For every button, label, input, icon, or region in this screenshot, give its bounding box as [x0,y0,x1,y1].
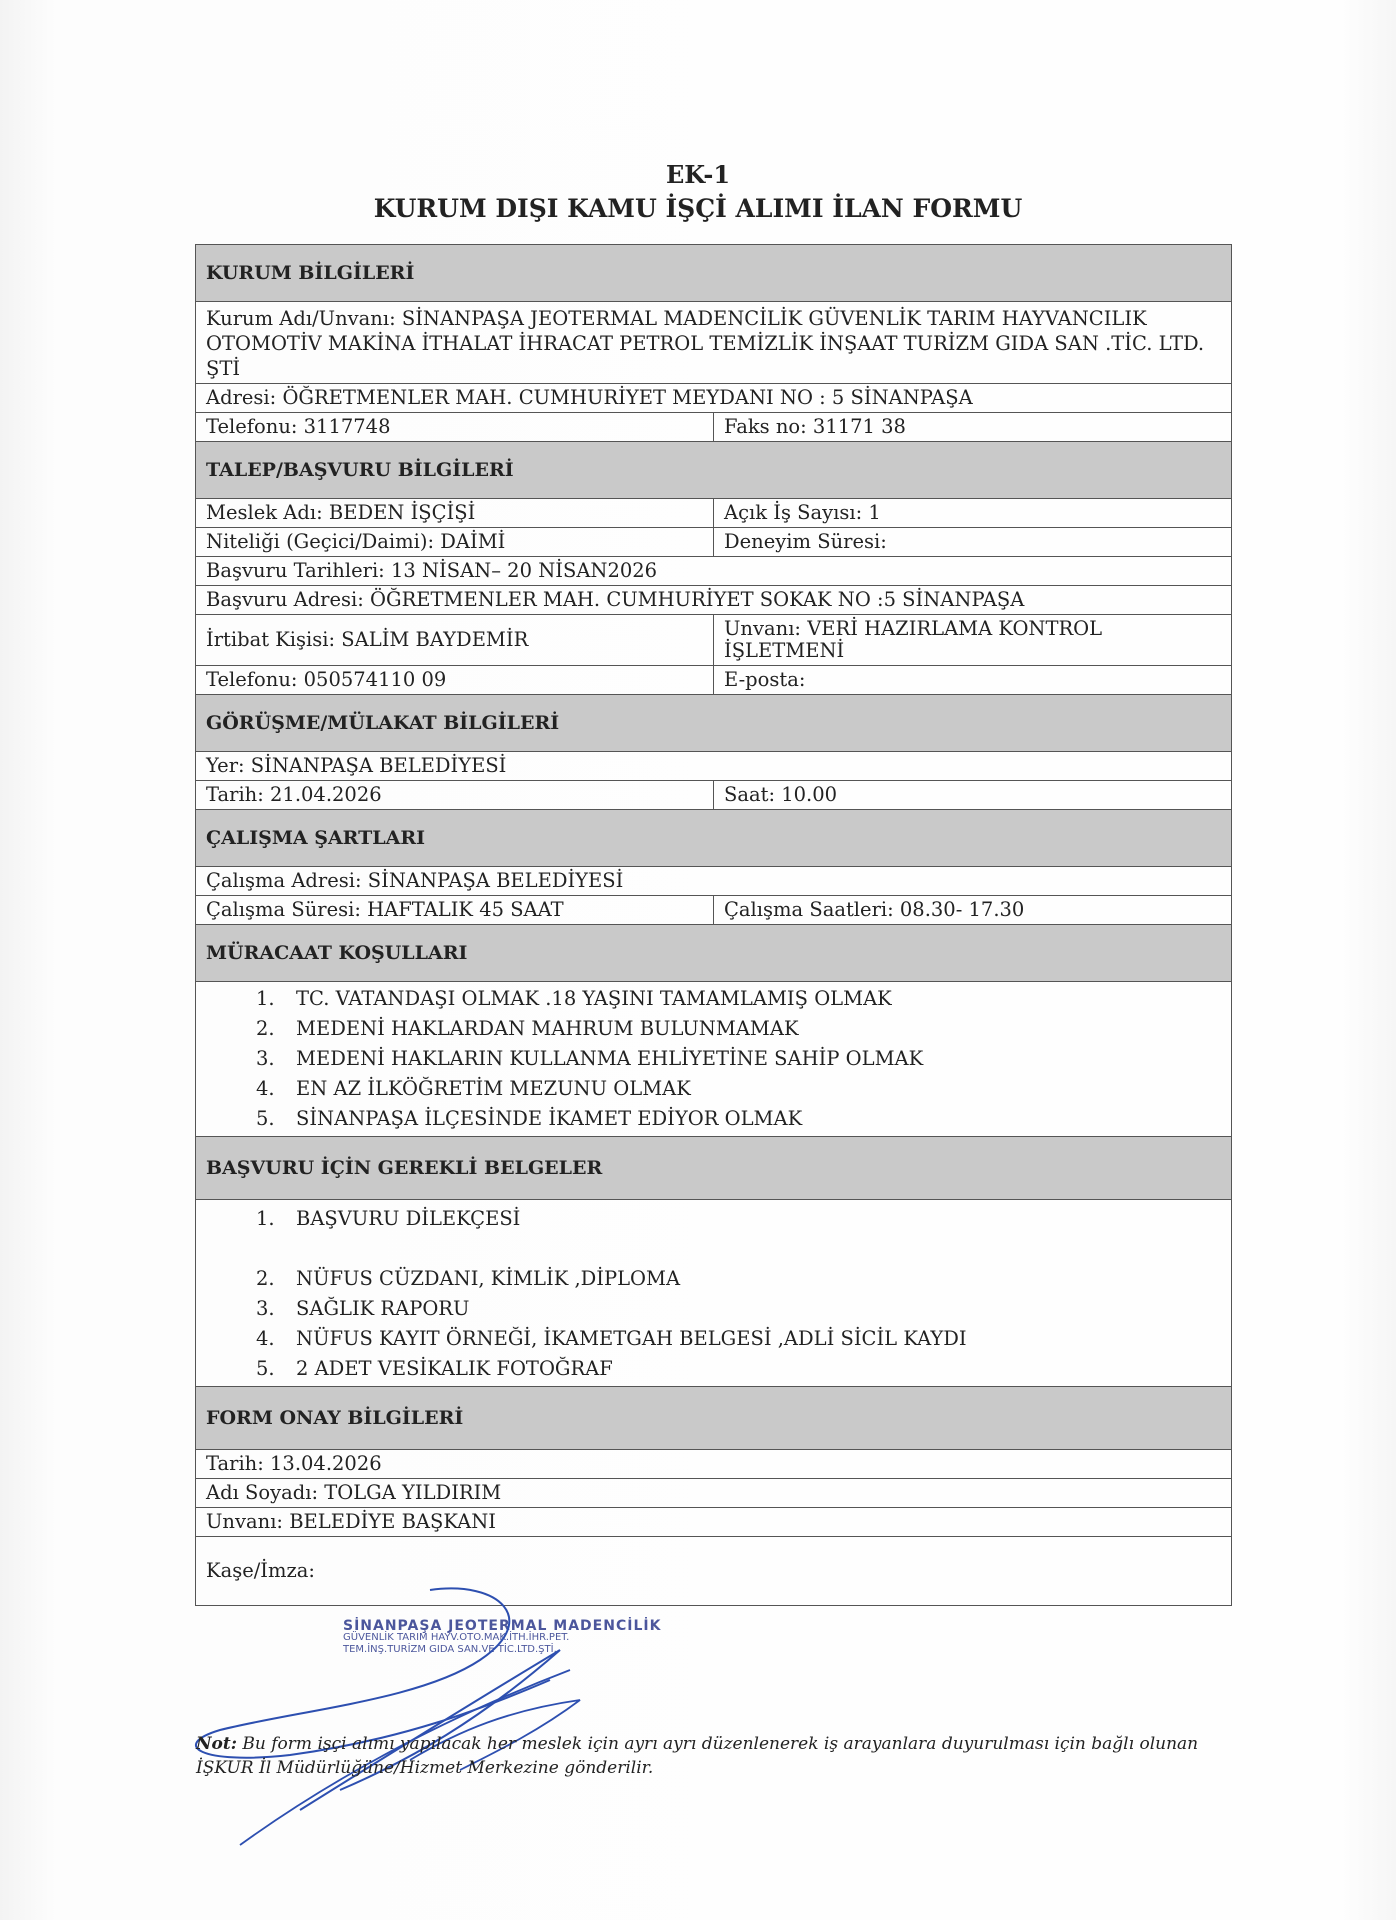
section-gorusme: GÖRÜŞME/MÜLAKAT BİLGİLERİ [196,695,1232,752]
list-item: 5. 2 ADET VESİKALIK FOTOĞRAF [256,1357,613,1380]
contact-email: E-posta: [714,666,1232,695]
approval-date: Tarih: 13.04.2026 [196,1450,1232,1479]
section-kurum: KURUM BİLGİLERİ [196,245,1232,302]
list-item: 1. TC. VATANDAŞI OLMAK .18 YAŞINI TAMAMLAMIŞ OLMAK [256,987,892,1010]
contact-title: Unvanı: VERİ HAZIRLAMA KONTROL İŞLETMENİ [714,615,1232,666]
interview-date: Tarih: 21.04.2026 [196,781,714,810]
list-item: 3. MEDENİ HAKLARIN KULLANMA EHLİYETİNE SAHİP OLMAK [256,1047,924,1070]
section-calisma: ÇALIŞMA ŞARTLARI [196,810,1232,867]
footer-note [196,1732,1236,1780]
experience: Deneyim Süresi: [714,528,1232,557]
kurum-name: Kurum Adı/Unvanı: SİNANPAŞA JEOTERMAL MADENCİLİK GÜVENLİK TARIM HAYVANCILIK OTOMOTİV MAKİNA İTHALAT İHRACAT PETROL TEMİZLİK İNŞAAT TURİZM GIDA SAN .TİC. LTD. ŞTİ [196,302,1232,384]
list-item: 3. SAĞLIK RAPORU [256,1297,470,1320]
kurum-address: Adresi: ÖĞRETMENLER MAH. CUMHURİYET MEYDANI NO : 5 SİNANPAŞA [196,384,1232,413]
interview-place: Yer: SİNANPAŞA BELEDİYESİ [196,752,1232,781]
form-code: EK-1 [665,160,731,189]
section-muracaat: MÜRACAAT KOŞULLARI [196,925,1232,982]
contact-person: İrtibat Kişisi: SALİM BAYDEMİR [196,615,714,666]
contact-phone: Telefonu: 050574110 09 [196,666,714,695]
application-dates: Başvuru Tarihleri: 13 NİSAN– 20 NİSAN2026 [196,557,1232,586]
section-talep: TALEP/BAŞVURU BİLGİLERİ [196,442,1232,499]
list-item: 2. NÜFUS CÜZDANI, KİMLİK ,DİPLOMA [256,1267,681,1290]
section-belgeler: BAŞVURU İÇİN GEREKLİ BELGELER [196,1137,1232,1200]
form-title: KURUM DIŞI KAMU İŞÇİ ALIMI İLAN FORMU [373,194,1023,223]
note-label: Not: [196,1734,238,1754]
documents-list [206,1204,1221,1384]
job-title: Meslek Adı: BEDEN İŞÇİŞİ [196,499,714,528]
work-duration: Çalışma Süresi: HAFTALIK 45 SAAT [196,896,714,925]
list-item: 4. NÜFUS KAYIT ÖRNEĞİ, İKAMETGAH BELGESİ ,ADLİ SİCİL KAYDI [256,1327,967,1350]
signature-scribble [180,1560,740,1860]
list-item: 1. BAŞVURU DİLEKÇESİ [256,1207,521,1230]
interview-time: Saat: 10.00 [714,781,1232,810]
job-type: Niteliği (Geçici/Daimi): DAİMİ [196,528,714,557]
kurum-phone: Telefonu: 3117748 [196,413,714,442]
conditions-list [206,984,1221,1134]
work-address: Çalışma Adresi: SİNANPAŞA BELEDİYESİ [196,867,1232,896]
approver-title: Unvanı: BELEDİYE BAŞKANI [196,1508,1232,1537]
kurum-fax: Faks no: 31171 38 [714,413,1232,442]
list-item: 2. MEDENİ HAKLARDAN MAHRUM BULUNMAMAK [256,1017,799,1040]
application-address: Başvuru Adresi: ÖĞRETMENLER MAH. CUMHURİYET SOKAK NO :5 SİNANPAŞA [196,586,1232,615]
documents-cell [196,1200,1232,1387]
section-onay: FORM ONAY BİLGİLERİ [196,1387,1232,1450]
note-text: Bu form işçi alımı yapılacak her meslek için ayrı ayrı düzenlenerek iş arayanlara duyurulması için bağlı olunan İŞKUR İl Müdürlüğüne/Hizmet Merkezine gönderilir. [196,1734,1199,1778]
list-item: 5. SİNANPAŞA İLÇESİNDE İKAMET EDİYOR OLMAK [256,1107,803,1130]
conditions-cell [196,982,1232,1137]
stamp-signature: Kaşe/İmza: [196,1537,1232,1606]
announcement-form-table [195,244,1232,1606]
approver-name: Adı Soyadı: TOLGA YILDIRIM [196,1479,1232,1508]
work-hours: Çalışma Saatleri: 08.30- 17.30 [714,896,1232,925]
open-positions: Açık İş Sayısı: 1 [714,499,1232,528]
company-stamp: SİNANPAŞA JEOTERMAL MADENCİLİK GÜVENLİK TARIM HAYV.OTO.MAK.İTH.İHR.PET. TEM.İNŞ.TURİZM GIDA SAN.VE TİC.LTD.ŞTİ. [343,1618,662,1655]
list-item: 4. EN AZ İLKÖĞRETİM MEZUNU OLMAK [256,1077,691,1100]
